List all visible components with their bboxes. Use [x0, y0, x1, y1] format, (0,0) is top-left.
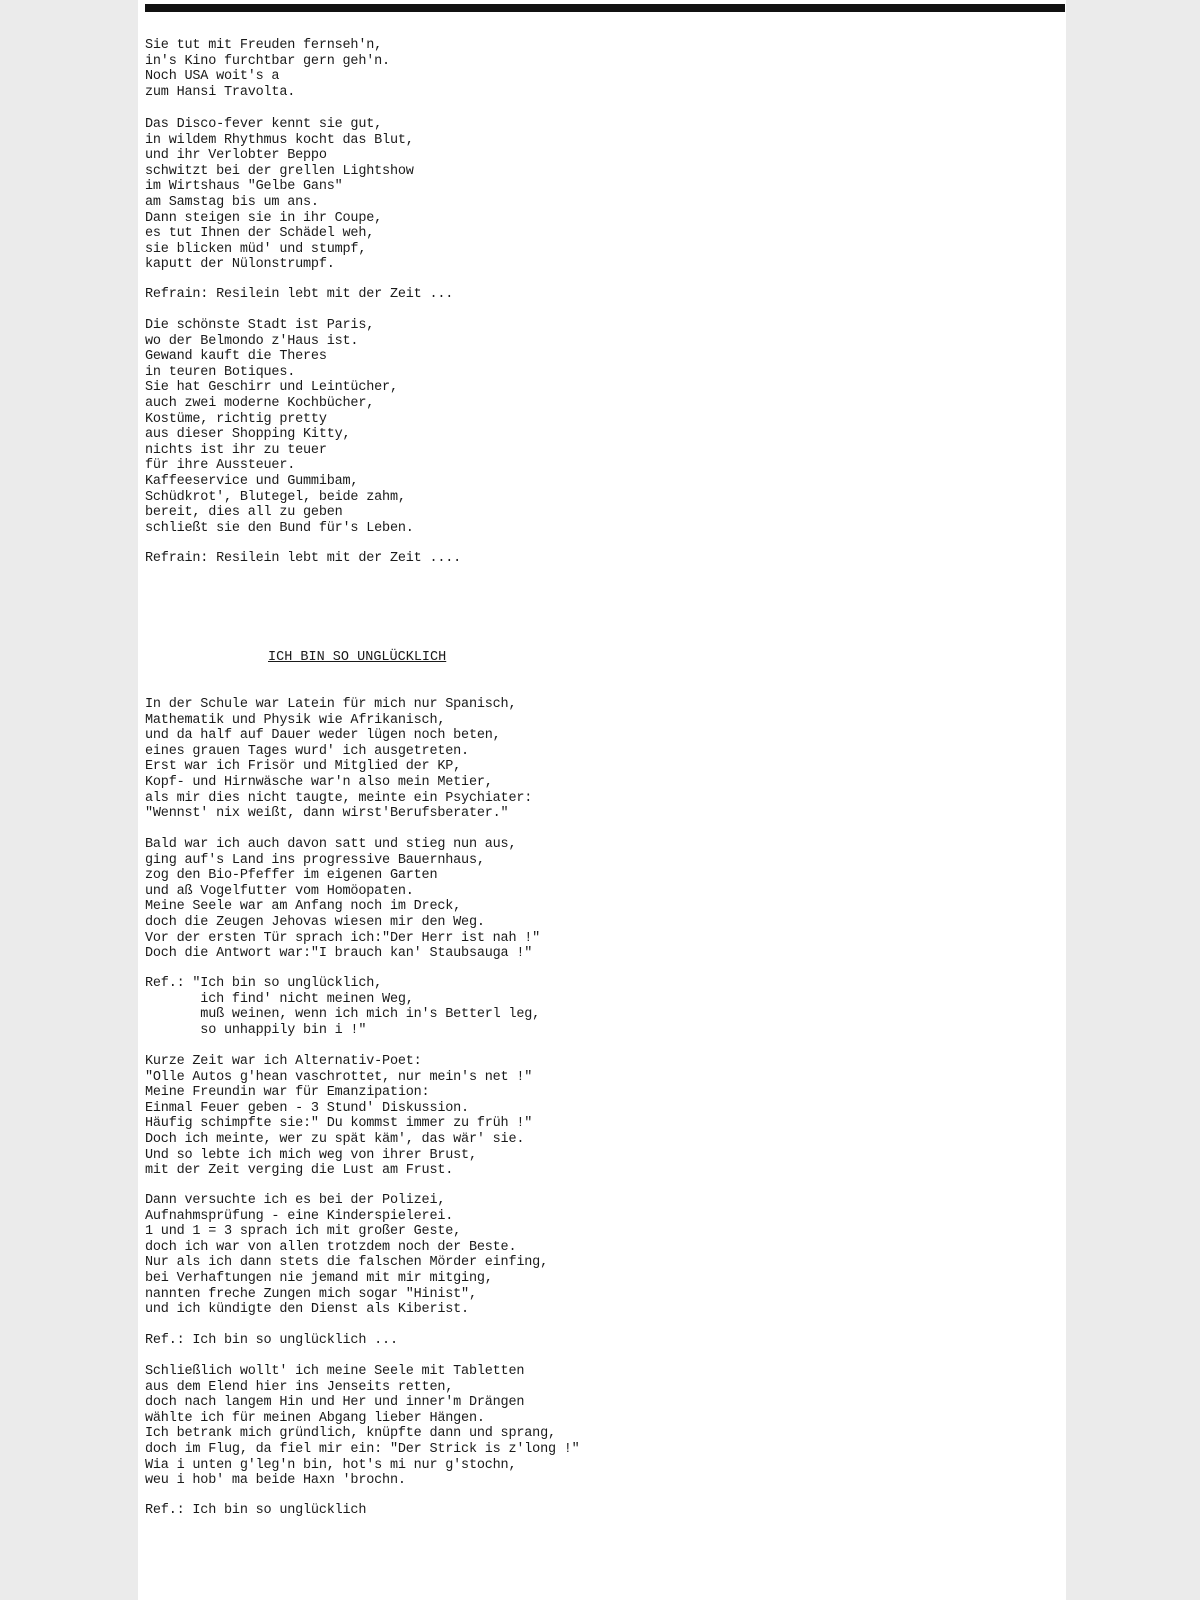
refrain-2: Refrain: Resilein lebt mit der Zeit .... [145, 551, 462, 566]
song2-refrain: Ref.: "Ich bin so unglücklich, ich find' nicht meinen Weg, muß weinen, wenn ich mich in's Betterl leg, so unhappily bin i !" [145, 976, 541, 1038]
document-page [138, 0, 1066, 1600]
song2-verse-3: Kurze Zeit war ich Alternativ-Poet: "Olle Autos g'hean vaschrottet, nur mein's net !" Meine Freundin war für Emanzipation: Einmal Feuer geben - 3 Stund' Diskussion. Häufig schimpfte sie:" Du kommst immer zu früh !" Doch ich meinte, wer zu spät käm', das wär' sie. Und so lebte ich mich weg von ihrer Brust, mit der Zeit verging die Lust am Frust. [145, 1054, 533, 1179]
refrain-1: Refrain: Resilein lebt mit der Zeit ... [145, 287, 454, 302]
top-rule [145, 4, 1065, 12]
song2-refrain-2: Ref.: Ich bin so unglücklich ... [145, 1333, 398, 1348]
song2-verse-1: In der Schule war Latein für mich nur Spanisch, Mathematik und Physik wie Afrikanisch, und da half auf Dauer weder lügen noch beten, eines grauen Tages wurd' ich ausgetreten. Erst war ich Frisör und Mitglied der KP, Kopf- und Hirnwäsche war'n also mein Metier, als mir dies nicht taugte, meinte ein Psychiater: "Wennst' nix weißt, dann wirst'Berufsberater." [145, 697, 533, 822]
verse-1: Sie tut mit Freuden fernseh'n, in's Kino furchtbar gern geh'n. Noch USA woit's a zum Hansi Travolta. [145, 38, 390, 100]
song2-verse-4: Dann versuchte ich es bei der Polizei, Aufnahmsprüfung - eine Kinderspielerei. 1 und 1 = 3 sprach ich mit großer Geste, doch ich war von allen trotzdem noch der Beste. Nur als ich dann stets die falschen Mörder einfing, bei Verhaftungen nie jemand mit mir mitging, nannten freche Zungen mich sogar "Hinist", und ich kündigte den Dienst als Kiberist. [145, 1193, 548, 1318]
verse-3: Die schönste Stadt ist Paris, wo der Belmondo z'Haus ist. Gewand kauft die Theres in teuren Botiques. Sie hat Geschirr und Leintücher, auch zwei moderne Kochbücher, Kostüme, richtig pretty aus dieser Shopping Kitty, nichts ist ihr zu teuer für ihre Aussteuer. Kaffeeservice und Gummibam, Schüdkrot', Blutegel, beide zahm, bereit, dies all zu geben schließt sie den Bund für's Leben. [145, 318, 414, 536]
song-title-ungluecklich: ICH BIN SO UNGLÜCKLICH [268, 650, 447, 665]
verse-2: Das Disco-fever kennt sie gut, in wildem Rhythmus kocht das Blut, und ihr Verlobter Beppo schwitzt bei der grellen Lightshow im Wirtshaus "Gelbe Gans" am Samstag bis um ans. Dann steigen sie in ihr Coupe, es tut Ihnen der Schädel weh, sie blicken müd' und stumpf, kaputt der Nülonstrumpf. [145, 117, 414, 273]
song2-refrain-3: Ref.: Ich bin so unglücklich [145, 1503, 367, 1518]
song2-verse-5: Schließlich wollt' ich meine Seele mit Tabletten aus dem Elend hier ins Jenseits retten, doch nach langem Hin und Her und inner'm Drängen wählte ich für meinen Abgang lieber Hängen. Ich betrank mich gründlich, knüpfte dann und sprang, doch im Flug, da fiel mir ein: "Der Strick is z'long !" Wia i unten g'leg'n bin, hot's mi nur g'stochn, weu i hob' ma beide Haxn 'brochn. [145, 1364, 580, 1489]
song2-verse-2: Bald war ich auch davon satt und stieg nun aus, ging auf's Land ins progressive Bauernhaus, zog den Bio-Pfeffer im eigenen Garten und aß Vogelfutter vom Homöopaten. Meine Seele war am Anfang noch im Dreck, doch die Zeugen Jehovas wiesen mir den Weg. Vor der ersten Tür sprach ich:"Der Herr ist nah !" Doch die Antwort war:"I brauch kan' Staubsauga !" [145, 837, 541, 962]
